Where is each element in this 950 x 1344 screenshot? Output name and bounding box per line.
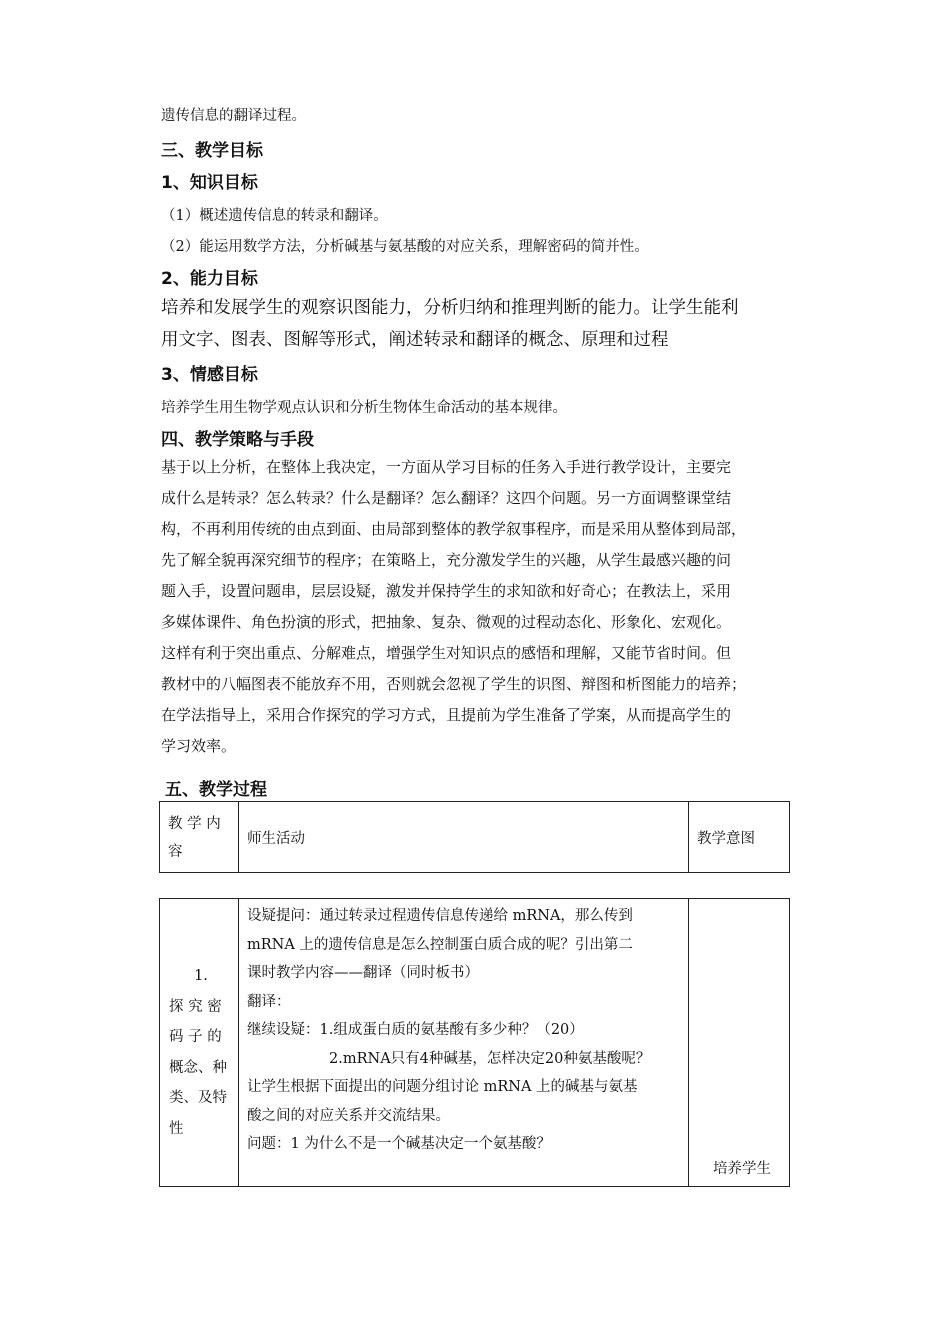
- content-line: 探 究 密: [169, 998, 222, 1015]
- content-line: 性: [169, 1120, 184, 1137]
- emotion-goal-title: 3、情感目标: [161, 365, 258, 385]
- activity-line: 2.mRNA只有4种碱基，怎样决定20种氨基酸呢？: [329, 1050, 651, 1067]
- content-line: 码 子 的: [169, 1029, 222, 1045]
- knowledge-goal-item: （1）概述遗传信息的转录和翻译。: [161, 208, 388, 224]
- ability-goal-title: 2、能力目标: [161, 269, 258, 289]
- strategy-line: 教材中的八幅图表不能放弃不用，否则就会忽视了学生的识图、辩图和析图能力的培养；: [161, 675, 747, 693]
- activity-line: mRNA 上的遗传信息是怎么控制蛋白质合成的呢？引出第二: [247, 936, 633, 953]
- strategy-line: 成什么是转录？怎么转录？什么是翻译？怎么翻译？这四个问题。另一方面调整课堂结: [161, 489, 732, 507]
- ability-goal-text: 培养和发展学生的观察识图能力，分析归纳和推理判断的能力。让学生能利: [161, 298, 739, 318]
- knowledge-goal-title: 1、知识目标: [161, 173, 258, 193]
- content-line: 1.: [194, 968, 208, 984]
- ability-goal-text: 用文字、图表、图解等形式，阐述转录和翻译的概念、原理和过程: [161, 330, 669, 350]
- strategy-line: 先了解全貌再深究细节的程序；在策略上，充分激发学生的兴趣，从学生最感兴趣的问: [161, 551, 732, 569]
- header-activity-cell: [239, 802, 689, 873]
- intent-cell: [689, 899, 790, 1187]
- strategy-paragraph: [161, 452, 746, 762]
- emotion-goal-text: 培养学生用生物学观点认识和分析生物体生命活动的基本规律。: [161, 400, 567, 416]
- strategy-line: 构，不再利用传统的由点到面、由局部到整体的教学叙事程序，而是采用从整体到局部，: [161, 520, 747, 538]
- section4-title: 四、教学策略与手段: [161, 430, 314, 450]
- activity-cell: [239, 899, 689, 1187]
- header-intent-label: 教学意图: [697, 830, 755, 847]
- content-line: 类、及特: [169, 1090, 227, 1106]
- activity-line: 设疑提问：通过转录过程遗传信息传递给 mRNA，那么传到: [247, 908, 633, 924]
- process-row-table: [159, 898, 790, 1187]
- activity-line: 问题：1 为什么不是一个碱基决定一个氨基酸？: [247, 1136, 551, 1152]
- activity-line: 翻译：: [247, 993, 291, 1010]
- activity-line: 酸之间的对应关系并交流结果。: [247, 1107, 450, 1124]
- intro-line: 遗传信息的翻译过程。: [161, 108, 306, 124]
- header-content-label: 容: [168, 844, 183, 860]
- header-content-label: 教 学 内: [168, 816, 221, 832]
- section3-title: 三、教学目标: [161, 141, 263, 161]
- activity-line: 让学生根据下面提出的问题分组讨论 mRNA 上的碱基与氨基: [247, 1079, 638, 1095]
- strategy-line: 这样有利于突出重点、分解难点，增强学生对知识点的感悟和理解，又能节省时间。但: [161, 644, 732, 662]
- strategy-line: 学习效率。: [161, 737, 237, 755]
- header-activity-label: 师生活动: [247, 830, 305, 847]
- header-content-cell: [160, 802, 239, 873]
- section5-title: 五、教学过程: [165, 780, 267, 800]
- content-cell: [160, 899, 239, 1187]
- activity-line: 继续设疑：1.组成蛋白质的氨基酸有多少种？（20）: [247, 1022, 584, 1038]
- strategy-line: 题入手，设置问题串，层层设疑，激发并保持学生的求知欲和好奇心；在教法上，采用: [161, 582, 732, 600]
- header-intent-cell: [689, 802, 790, 873]
- intent-text: 培养学生: [713, 1161, 771, 1177]
- process-header-table: [159, 801, 790, 873]
- strategy-line: 基于以上分析，在整体上我决定，一方面从学习目标的任务入手进行教学设计，主要完: [161, 458, 732, 476]
- activity-line: 课时教学内容——翻译（同时板书）: [247, 965, 479, 981]
- strategy-line: 多媒体课件、角色扮演的形式，把抽象、复杂、微观的过程动态化、形象化、宏观化。: [161, 613, 732, 631]
- knowledge-goal-item: （2）能运用数学方法，分析碱基与氨基酸的对应关系，理解密码的简并性。: [161, 239, 649, 255]
- strategy-line: 在学法指导上，采用合作探究的学习方式，且提前为学生准备了学案，从而提高学生的: [161, 706, 732, 724]
- content-line: 概念、种: [169, 1059, 227, 1076]
